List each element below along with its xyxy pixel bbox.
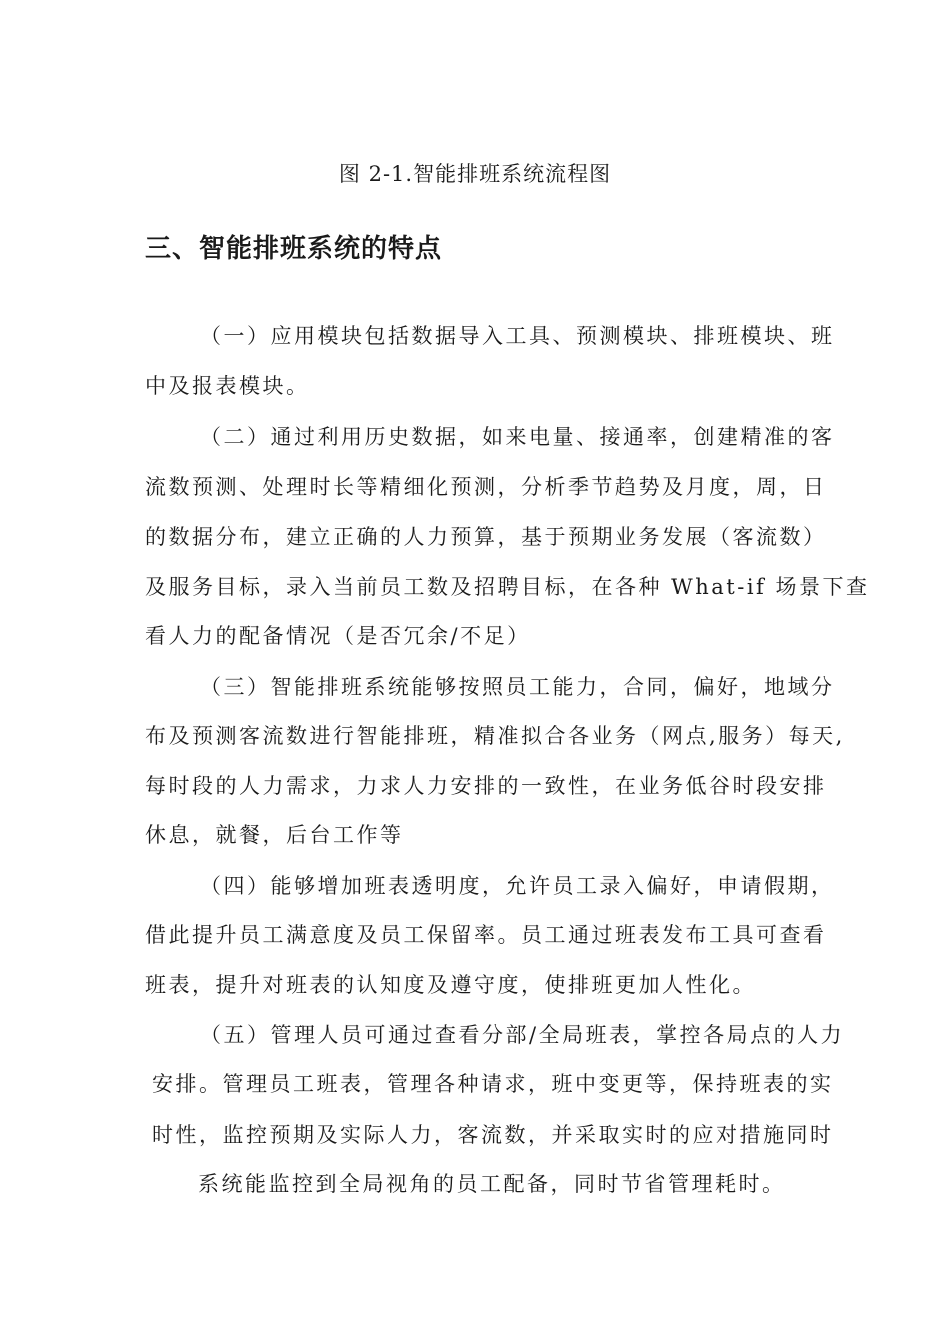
paragraph-5-line-3: 时性，监控预期及实际人力，客流数，并采取实时的应对措施同时 bbox=[152, 1123, 834, 1147]
paragraph-4-line-2: 借此提升员工满意度及员工保留率。员工通过班表发布工具可查看 bbox=[145, 923, 827, 947]
paragraph-5-line-4: 系统能监控到全局视角的员工配备，同时节省管理耗时。 bbox=[198, 1172, 786, 1196]
paragraph-1-line-1: （一）应用模块包括数据导入工具、预测模块、排班模块、班 bbox=[200, 324, 835, 348]
paragraph-3-line-2: 布及预测客流数进行智能排班，精准拟合各业务（网点,服务）每天, bbox=[145, 724, 845, 748]
paragraph-2-line-3: 的数据分布，建立正确的人力预算，基于预期业务发展（客流数） bbox=[145, 525, 827, 549]
paragraph-5-line-2: 安排。管理员工班表，管理各种请求，班中变更等，保持班表的实 bbox=[152, 1072, 834, 1096]
paragraph-2-line-1: （二）通过利用历史数据，如来电量、接通率，创建精准的客 bbox=[200, 425, 835, 449]
paragraph-2-line-4: 及服务目标，录入当前员工数及招聘目标，在各种 What-if 场景下查 bbox=[145, 575, 870, 599]
paragraph-3-line-4: 休息，就餐，后台工作等 bbox=[145, 823, 404, 847]
paragraph-3-line-3: 每时段的人力需求，力求人力安排的一致性，在业务低谷时段安排 bbox=[145, 774, 827, 798]
paragraph-1-line-2: 中及报表模块。 bbox=[145, 374, 310, 398]
paragraph-4-line-3: 班表，提升对班表的认知度及遵守度，使排班更加人性化。 bbox=[145, 973, 756, 997]
paragraph-2-line-5: 看人力的配备情况（是否冗余/不足） bbox=[145, 624, 531, 648]
figure-caption: 图 2-1.智能排班系统流程图 bbox=[338, 162, 612, 186]
section-heading: 三、智能排班系统的特点 bbox=[145, 234, 443, 264]
paragraph-2-line-2: 流数预测、处理时长等精细化预测，分析季节趋势及月度，周，日 bbox=[145, 475, 827, 499]
paragraph-4-line-1: （四）能够增加班表透明度，允许员工录入偏好，申请假期， bbox=[200, 874, 835, 898]
paragraph-5-line-1: （五）管理人员可通过查看分部/全局班表，掌控各局点的人力 bbox=[200, 1023, 845, 1047]
paragraph-3-line-1: （三）智能排班系统能够按照员工能力，合同，偏好，地域分 bbox=[200, 675, 835, 699]
